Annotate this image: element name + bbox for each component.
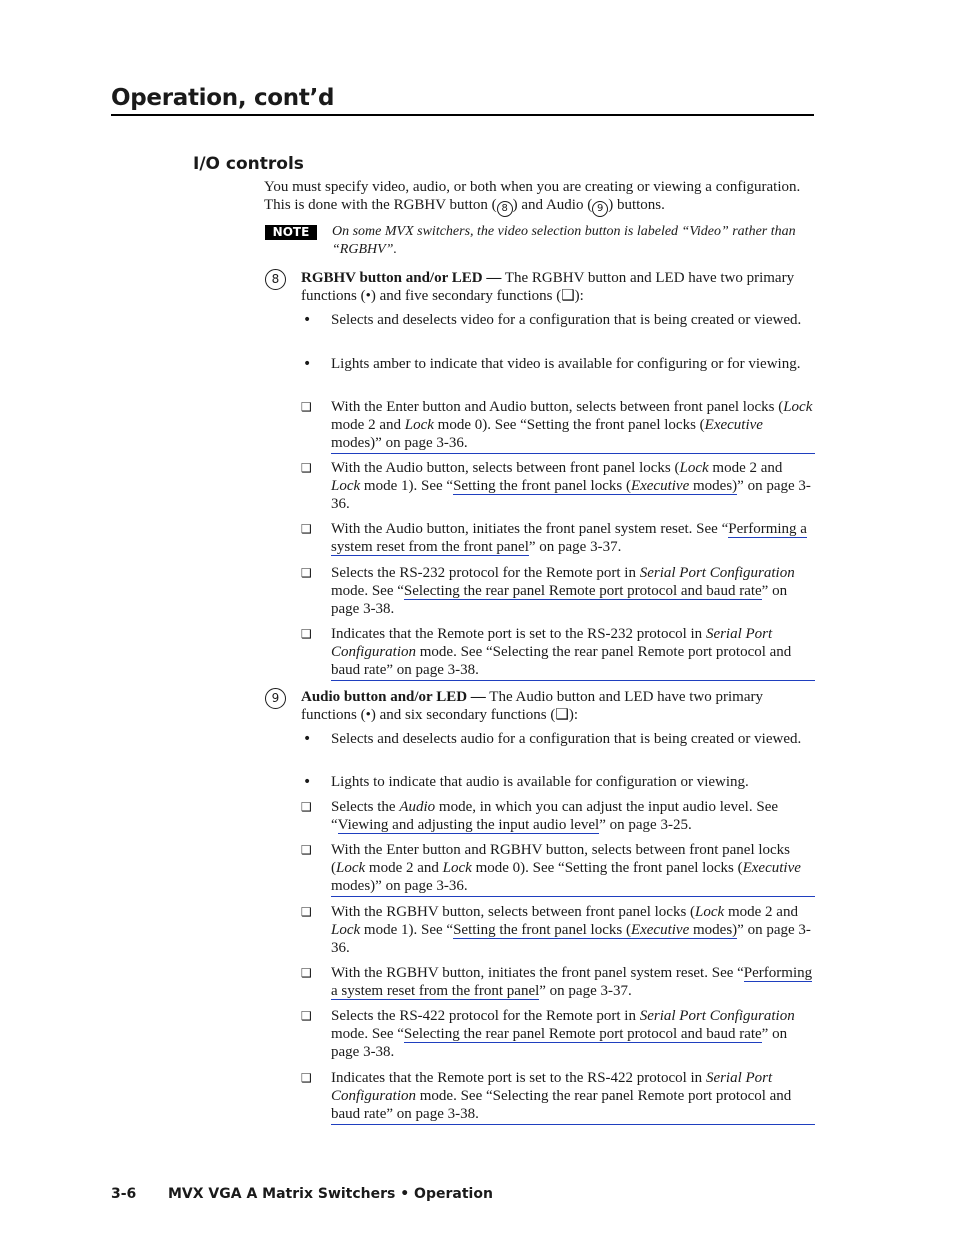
item-text: With the Audio button, initiates the front panel system reset. See “Performing a system reset from the front panel” on page 3-37. — [331, 521, 807, 555]
audio-name: Audio button and/or LED — — [301, 689, 486, 705]
item-text: Selects the RS-422 protocol for the Remote port in Serial Port Configuration mode. See “Selecting the rear panel Remote port protocol and baud rate” on page 3-38. — [331, 1008, 795, 1060]
item-text: With the RGBHV button, selects between front panel locks (Lock mode 2 and Lock mode 1). See “Setting the front panel locks (Executive modes)” on page 3-36. — [331, 904, 811, 956]
page-number: 3-6 — [111, 1186, 137, 1202]
intro-text-mid: ) and Audio ( — [512, 197, 593, 213]
section-heading: I/O controls — [193, 154, 304, 174]
primary-bullet-icon: • — [365, 288, 371, 304]
link-front-panel-locks[interactable]: Setting the front panel locks (Executive modes) — [453, 922, 738, 938]
link-remote-port-protocol[interactable]: Selecting the rear panel Remote port protocol and baud rate — [403, 1026, 762, 1042]
checkbox-square-icon: ❑ — [301, 461, 312, 475]
checkbox-square-icon: ❑ — [301, 1009, 312, 1023]
checkbox-square-icon: ❑ — [301, 627, 312, 641]
bullet-icon: • — [303, 774, 312, 790]
rgbhv-name: RGBHV button and/or LED — — [301, 270, 502, 286]
bullet-icon: • — [303, 731, 312, 747]
checkbox-square-icon: ❑ — [301, 566, 312, 580]
bullet-icon: • — [303, 312, 312, 328]
item-text: Lights to indicate that audio is available for configuration or viewing. — [331, 774, 749, 790]
item-text: Selects the RS-232 protocol for the Remote port in Serial Port Configuration mode. See “Selecting the rear panel Remote port protocol and baud rate” on page 3-38. — [331, 565, 795, 617]
checkbox-square-icon: ❑ — [301, 905, 312, 919]
checkbox-square-icon: ❑ — [301, 966, 312, 980]
item-text: With the Enter button and RGBHV button, selects between front panel locks (Lock mode 2 and Lock mode 0). See “Setting the front panel locks (Executive modes)” on page 3-36. — [331, 841, 815, 897]
audio-desc-text: ): — [568, 707, 579, 723]
link-system-reset[interactable]: Performing a system reset from the front panel — [331, 521, 807, 555]
number-8-icon: 8 — [265, 269, 286, 290]
document-title: MVX VGA A Matrix Switchers • Operation — [168, 1186, 493, 1202]
link-front-panel-locks[interactable]: Setting the front panel locks (Executive modes) — [453, 478, 738, 494]
rgbhv-description — [301, 269, 813, 305]
intro-text: You must specify video, audio, or both when you are creating or viewing a configuration. This is done with the RGBHV button ( — [264, 179, 801, 213]
button-9-ref-icon: 9 — [592, 201, 608, 217]
item-text: With the Audio button, selects between front panel locks (Lock mode 2 and Lock mode 1). See “Setting the front panel locks (Executive modes)” on page 3-36. — [331, 460, 811, 512]
page-footer — [111, 1183, 814, 1205]
item-text: With the RGBHV button, initiates the front panel system reset. See “Performing a system reset from the front panel” on page 3-37. — [331, 965, 813, 999]
item-text: With the Enter button and Audio button, selects between front panel locks (Lock mode 2 and Lock mode 0). See “Setting the front panel locks (Executive modes)” on page 3-36. — [331, 398, 815, 454]
item-text: Lights amber to indicate that video is available for configuring or for viewing. — [331, 356, 801, 372]
note-text: On some MVX switchers, the video selection button is labeled “Video” rather than “RGBHV”. — [332, 224, 796, 257]
item-text: Selects the Audio mode, in which you can adjust the input audio level. See “Viewing and adjusting the input audio level” on page 3-25. — [331, 799, 779, 833]
secondary-box-icon: ❑ — [555, 707, 569, 723]
checkbox-square-icon: ❑ — [301, 843, 312, 857]
checkbox-square-icon: ❑ — [301, 400, 312, 414]
rgbhv-desc-text: ) and five secondary functions ( — [370, 288, 562, 304]
primary-bullet-icon: • — [365, 707, 371, 723]
item-text: Indicates that the Remote port is set to the RS-232 protocol in Serial Port Configuration mode. See “Selecting the rear panel Remote port protocol and baud rate” on page 3-38. — [331, 625, 815, 681]
checkbox-square-icon: ❑ — [301, 522, 312, 536]
item-text: Selects and deselects video for a configuration that is being created or viewed. — [331, 312, 802, 328]
button-8-ref-icon: 8 — [497, 201, 513, 217]
bullet-icon: • — [303, 356, 312, 372]
intro-text-end: ) buttons. — [608, 197, 665, 213]
link-input-audio-level[interactable]: Viewing and adjusting the input audio level — [337, 817, 600, 833]
page-header — [111, 84, 814, 116]
audio-desc-text: ) and six secondary functions ( — [370, 707, 556, 723]
item-text: Selects and deselects audio for a configuration that is being created or viewed. — [331, 731, 802, 747]
checkbox-square-icon: ❑ — [301, 800, 312, 814]
secondary-box-icon: ❑ — [561, 288, 575, 304]
checkbox-square-icon: ❑ — [301, 1071, 312, 1085]
item-text: Indicates that the Remote port is set to the RS-422 protocol in Serial Port Configuration mode. See “Selecting the rear panel Remote port protocol and baud rate” on page 3-38. — [331, 1069, 815, 1125]
link-remote-port-protocol[interactable]: Selecting the rear panel Remote port protocol and baud rate — [403, 583, 762, 599]
page-title: Operation, cont’d — [111, 85, 335, 111]
intro-paragraph — [264, 178, 814, 217]
link-system-reset[interactable]: Performing a system reset from the front panel — [331, 965, 813, 999]
rgbhv-desc-text: The RGBHV button and LED have two primary functions ( — [301, 270, 795, 304]
note-badge: NOTE — [265, 225, 317, 240]
number-9-icon: 9 — [265, 688, 286, 709]
audio-description — [301, 688, 813, 724]
audio-desc-text: The Audio button and LED have two primary functions ( — [301, 689, 763, 723]
rgbhv-desc-text: ): — [574, 288, 584, 304]
